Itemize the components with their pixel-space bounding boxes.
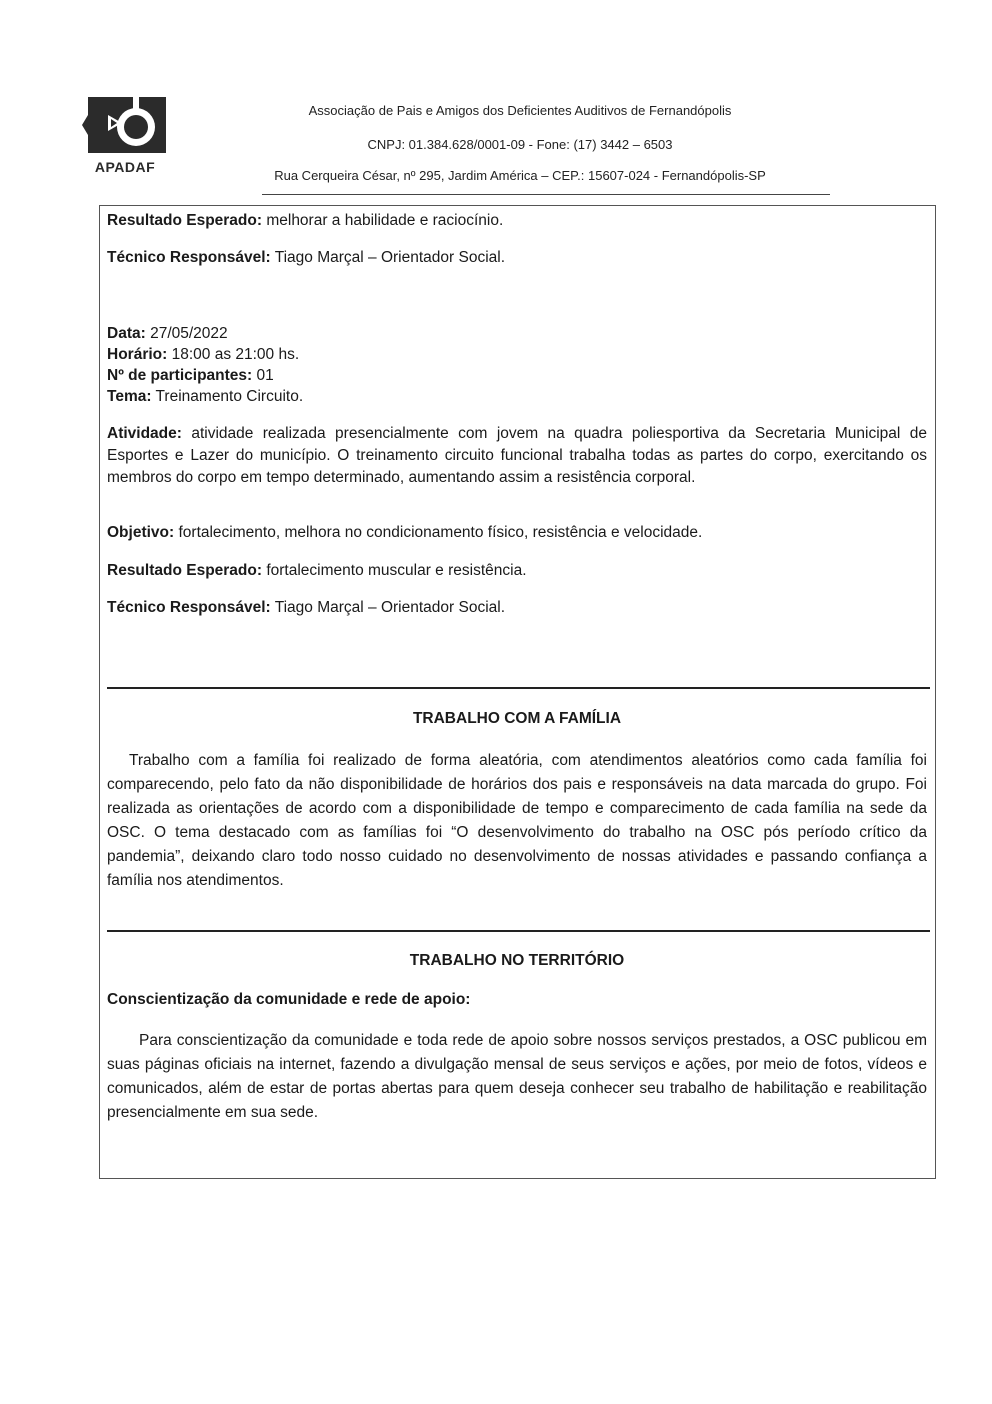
data-field [107, 324, 228, 344]
field-label: Nº de participantes: [107, 367, 253, 384]
field-value: melhorar a habilidade e raciocínio. [262, 212, 504, 229]
field-value: fortalecimento, melhora no condicionamento físico, resistência e velocidade. [174, 524, 703, 541]
field-value: Treinamento Circuito. [151, 388, 304, 405]
logo-text: APADAF [94, 159, 156, 175]
field-value: 18:00 as 21:00 hs. [167, 346, 300, 363]
section-title-familia: TRABALHO COM A FAMÍLIA [412, 710, 622, 727]
field-value: 27/05/2022 [145, 325, 228, 342]
resultado-esperado-2 [107, 561, 527, 581]
section-title-territorio: TRABALHO NO TERRITÓRIO [409, 952, 625, 969]
tecnico-responsavel-1 [107, 248, 505, 268]
field-label: Resultado Esperado: [107, 562, 263, 579]
field-label: Horário: [107, 346, 168, 363]
field-label: Objetivo: [107, 524, 175, 541]
field-label: Técnico Responsável: [107, 249, 271, 266]
tecnico-responsavel-2 [107, 598, 505, 618]
field-label: Atividade: [107, 425, 182, 442]
objetivo-field [107, 523, 702, 543]
field-label: Data: [107, 325, 146, 342]
horario-field [107, 345, 299, 365]
paragraph-text: Para conscientização da comunidade e toda rede de apoio sobre nossos serviços prestados, a OSC publicou em suas páginas oficiais na internet, fazendo a divulgação mensal de seus serviços e ações, por meio de fotos, vídeos e comunicados, além de estar de portas abertas para quem deseja conhecer seu trabalho de habilitação e reabilitação presencialmente em sua sede. [107, 1032, 927, 1121]
familia-paragraph [107, 749, 927, 893]
field-value: atividade realizada presencialmente com jovem na quadra poliesportiva da Secretaria Municipal de Esportes e Lazer do município. O treinamento circuito funcional trabalha todas as partes do corpo, exercitando os membros do corpo em tempo determinado, aumentando assim a resistência corporal. [107, 425, 927, 486]
section-rule-familia [107, 687, 930, 689]
field-value: Tiago Marçal – Orientador Social. [270, 249, 506, 266]
tema-field [107, 387, 303, 407]
field-label: Resultado Esperado: [107, 212, 263, 229]
resultado-esperado-1 [107, 211, 503, 231]
subsection-title: Conscientização da comunidade e rede de apoio: [107, 991, 471, 1008]
address: Rua Cerqueira César, nº 295, Jardim América – CEP.: 15607-024 - Fernandópolis-SP [274, 168, 766, 183]
paragraph-text: Trabalho com a família foi realizado de forma aleatória, com atendimentos aleatórios como cada família foi comparecendo, pelo fato da não disponibilidade de horários dos pais e responsáveis na data marcada do grupo. Foi realizada as orientações de acordo com a disponibilidade de tempo e comparecimento de cada família na sede da OSC. O tema destacado com as famílias foi “O desenvolvimento do trabalho na OSC pós período crítico da pandemia”, deixando claro todo nosso cuidado no desenvolvimento de nossas atividades e passando confiança a família nos atendimentos. [107, 752, 927, 889]
cnpj-phone: CNPJ: 01.384.628/0001-09 - Fone: (17) 3442 – 6503 [367, 137, 673, 152]
field-label: Técnico Responsável: [107, 599, 271, 616]
field-value: fortalecimento muscular e resistência. [262, 562, 527, 579]
field-label: Tema: [107, 388, 152, 405]
field-value: 01 [252, 367, 274, 384]
field-value: Tiago Marçal – Orientador Social. [270, 599, 506, 616]
section-rule-territorio [107, 930, 930, 932]
header-rule [262, 194, 830, 195]
org-name: Associação de Pais e Amigos dos Deficientes Auditivos de Fernandópolis [308, 103, 732, 118]
atividade-field [107, 423, 927, 489]
territorio-paragraph [107, 1029, 927, 1125]
participantes-field [107, 366, 274, 386]
